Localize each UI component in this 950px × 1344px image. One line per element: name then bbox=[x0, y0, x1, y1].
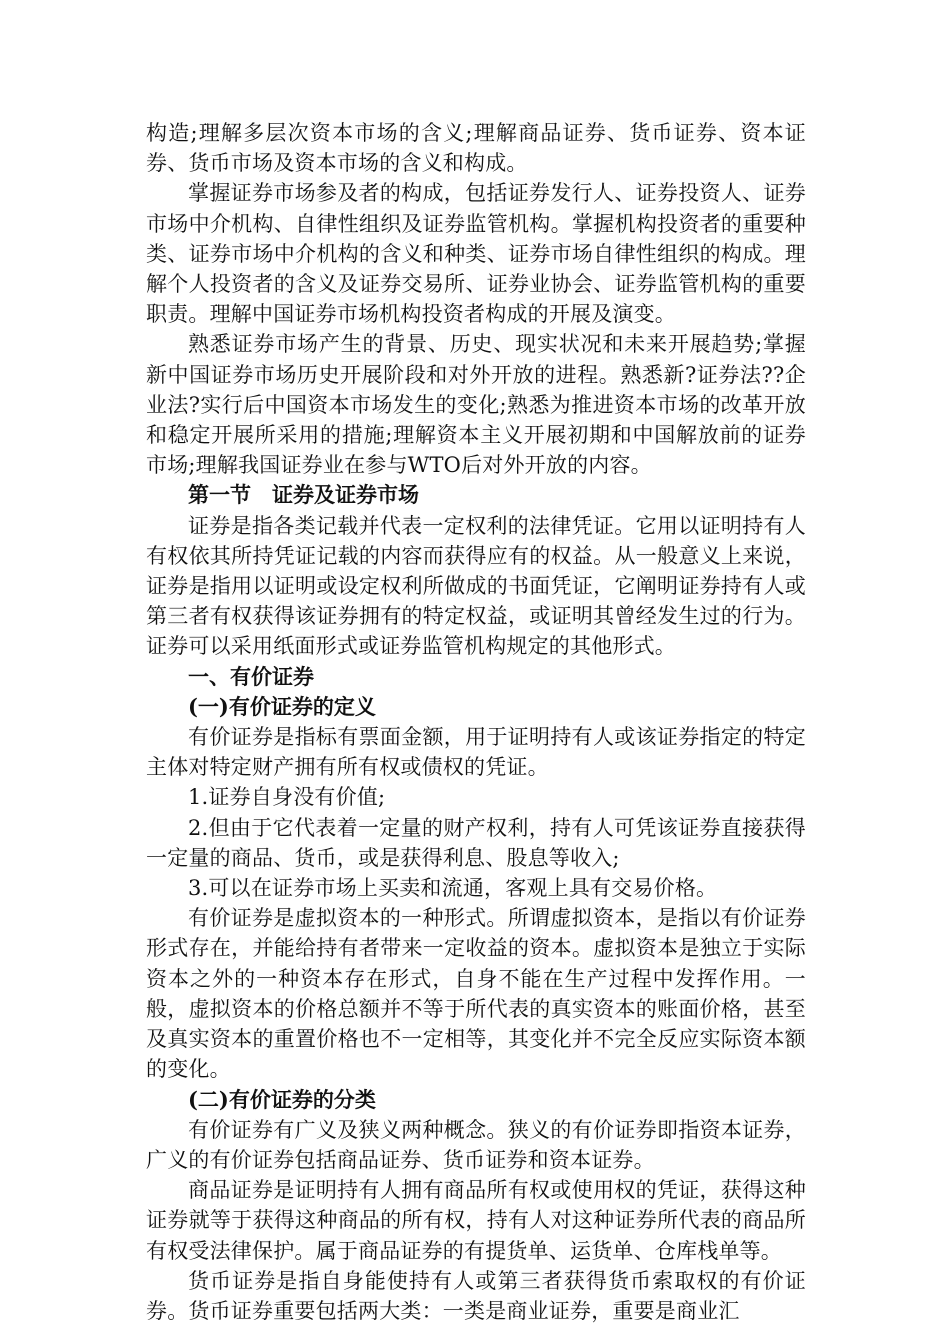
paragraph: 掌握证券市场参及者的构成，包括证券发行人、证券投资人、证券市场中介机构、自律性组织及证券监管机构。掌握机构投资者的重要种类、证券市场中介机构的含义和种类、证券市场自律性组织的构成。理解个人投资者的含义及证券交易所、证券业协会、证券监管机构的重要职责。理解中国证券市场机构投资者构成的开展及演变。 bbox=[146, 181, 806, 327]
paragraph: 货币证券是指自身能使持有人或第三者获得货币索取权的有价证券。货币证券重要包括两大类：一类是商业证券，重要是商业汇 bbox=[146, 1268, 806, 1323]
subsection-heading: (二)有价证券的分类 bbox=[188, 1086, 376, 1112]
section-heading: 第一节 证券及证券市场 bbox=[188, 482, 419, 508]
list-item: 2.但由于它代表着一定量的财产权利，持有人可凭该证券直接获得一定量的商品、货币，或是获得利息、股息等收入; bbox=[146, 815, 806, 870]
list-item: 1.证券自身没有价值; bbox=[188, 785, 386, 810]
paragraph: 有价证券是指标有票面金额，用于证明持有人或该证券指定的特定主体对特定财产拥有所有权或债权的凭证。 bbox=[146, 725, 806, 780]
paragraph: 商品证券是证明持有人拥有商品所有权或使用权的凭证，获得这种证券就等于获得这种商品的所有权，持有人对这种证券所代表的商品所有权受法律保护。属于商品证券的有提货单、运货单、仓库栈单等。 bbox=[146, 1178, 806, 1263]
paragraph: 有价证券是虚拟资本的一种形式。所谓虚拟资本，是指以有价证券形式存在，并能给持有者带来一定收益的资本。虚拟资本是独立于实际资本之外的一种资本存在形式，自身不能在生产过程中发挥作用。一般，虚拟资本的价格总额并不等于所代表的真实资本的账面价格，甚至及真实资本的重置价格也不一定相等，其变化并不完全反应实际资本额的变化。 bbox=[146, 906, 806, 1082]
document-page bbox=[146, 118, 806, 1326]
paragraph: 证券是指各类记载并代表一定权利的法律凭证。它用以证明持有人有权依其所持凭证记载的内容而获得应有的权益。从一般意义上来说，证券是指用以证明或设定权利所做成的书面凭证，它阐明证券持有人或第三者有权获得该证券拥有的特定权益，或证明其曾经发生过的行为。证券可以采用纸面形式或证券监管机构规定的其他形式。 bbox=[146, 513, 806, 659]
subsection-heading: (一)有价证券的定义 bbox=[188, 693, 376, 719]
list-item: 3.可以在证券市场上买卖和流通，客观上具有交易价格。 bbox=[188, 876, 718, 901]
subsection-heading: 一、有价证券 bbox=[188, 663, 314, 689]
paragraph: 有价证券有广义及狭义两种概念。狭义的有价证券即指资本证券，广义的有价证券包括商品证券、货币证券和资本证券。 bbox=[146, 1117, 806, 1172]
paragraph: 构造;理解多层次资本市场的含义;理解商品证券、货币证券、资本证券、货币市场及资本市场的含义和构成。 bbox=[146, 121, 806, 176]
paragraph: 熟悉证券市场产生的背景、历史、现实状况和未来开展趋势;掌握新中国证券市场历史开展阶段和对外开放的进程。熟悉新?证券法??企业法?实行后中国资本市场发生的变化;熟悉为推进资本市场的改革开放和稳定开展所采用的措施;理解资本主义开展初期和中国解放前的证券市场;理解我国证券业在参与WTO后对外开放的内容。 bbox=[146, 332, 806, 478]
